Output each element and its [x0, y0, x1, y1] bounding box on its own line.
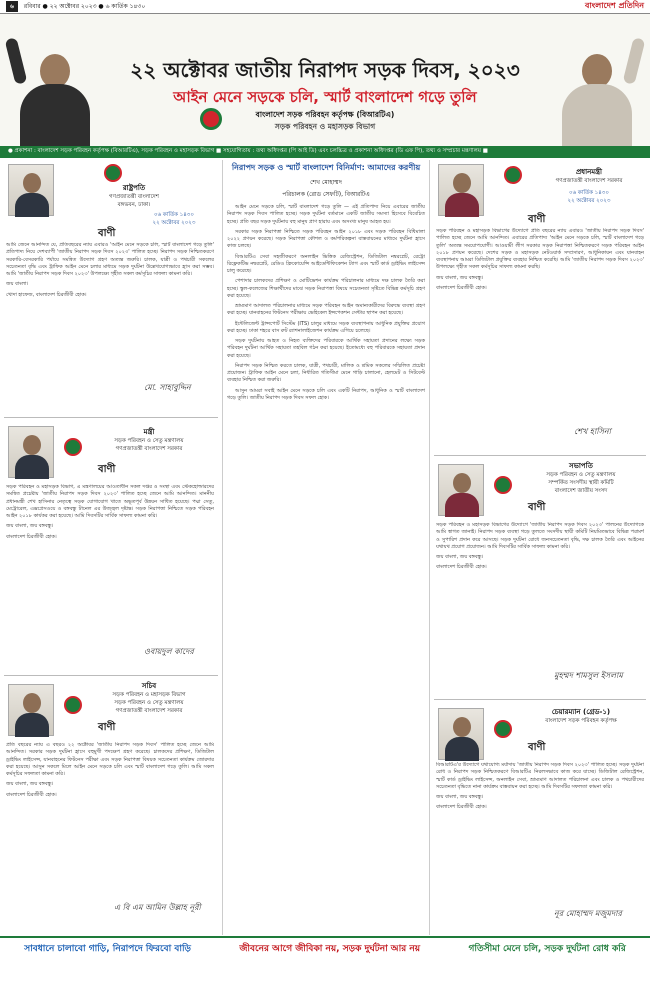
bani-label: বাণী	[98, 464, 116, 475]
president-photo	[8, 164, 54, 216]
bani-label: বাণী	[98, 722, 116, 733]
message-subtitle-2: গণপ্রজাতন্ত্রী বাংলাদেশ সরকার	[115, 446, 183, 452]
emblem-icon	[494, 476, 512, 494]
message-date-english: ২২ অক্টোবর ২০২৩	[152, 220, 196, 226]
article-paragraph: আইন মেনে সড়কে চলি, স্মার্ট বাংলাদেশ গড়ে তুলি — এই প্রতিপাদ্য নিয়ে এবারের জাতীয় নিরাপদ সড়ক দিবস পালিত হচ্ছে। সড়ক দুর্ঘটনা বর্তমানে একটি জাতীয় সমস্যা হিসেবে বিবেচিত হচ্ছে। প্রতি বছর সড়ক দুর্ঘটনায় বহু মানুষ প্রাণ হারায় এবং অসংখ্য মানুষ আহত হয়।	[227, 204, 425, 225]
message-pm	[434, 160, 646, 456]
message-body: সড়ক পরিবহন ও মহাসড়ক বিভাগের উদ্যোগে প্রতি বছরের ন্যায় এবারও 'জাতীয় নিরাপদ সড়ক দিবস' পালিত হচ্ছে জেনে আমি আনন্দিত। এবারের প্রতিপাদ্য 'আইন মেনে সড়কে চলি, স্মার্ট বাংলাদেশ গড়ে তুলি' অত্যন্ত সময়োপযোগী। আওয়ামী লীগ সরকার সড়ক নিরাপত্তা নিশ্চিতকরণে সড়ক পরিবহন আইন ২০১৮ প্রণয়ন করেছে। দেশের সড়ক ও মহাসড়ক নেটওয়ার্ক সম্প্রসারণ, আধুনিকায়ন এবং যানবাহন ব্যবস্থাপনায় আমরা ডিজিটাল প্রযুক্তির ব্যবহার নিশ্চিত করেছি। আমি 'জাতীয় নিরাপদ সড়ক দিবস ২০২৩' উপলক্ষ্যে গৃহীত সকল কর্মসূচির সাফল্য কামনা করছি। জয় বাংলা, জয় বঙ্গবন্ধু। বাংলাদেশ চিরজীবী হোক।	[436, 228, 644, 291]
message-title: চেয়ারম্যান (গ্রেড-১)	[551, 708, 611, 716]
column-center	[222, 160, 430, 935]
signature: নূর মোহাম্মদ মজুমদার	[554, 909, 622, 918]
signature: ওবায়দুল কাদের	[144, 647, 194, 656]
message-secretary	[4, 676, 218, 934]
emblem-icon	[64, 438, 82, 456]
message-minister	[4, 418, 218, 676]
deputy-photo	[438, 464, 484, 516]
signature: শেখ হাসিনা	[574, 427, 611, 436]
message-date-bangla: ০৬ কার্তিক ১৪৩০	[154, 212, 194, 218]
emblem-icon	[504, 166, 522, 184]
article-paragraph: পেশাদার চালকদের প্রশিক্ষণ ও মোটিভেশন কার্যক্রম পরিচালনার মাধ্যমে দক্ষ চালক তৈরি করা হচ্ছে। স্কুল-কলেজের শিক্ষার্থীদের মাঝে সড়ক নিরাপত্তা বিষয়ে সচেতনতা সৃষ্টিতে বিভিন্ন কর্মসূচি গ্রহণ করা হয়েছে।	[227, 278, 425, 299]
footer-slogans	[0, 936, 650, 958]
credit-bar: ● প্রকাশনা : বাংলাদেশ সড়ক পরিবহন কর্তৃপক্ষ (বিআরটিএ), সড়ক পরিবহন ও মহাসড়ক বিভাগ ■ সহযোগিতায় : তথ্য অধিদপ্তর (পি আই ডি) এবং চলচ্চিত্র ও প্রকাশনা অধিদপ্তর (ডি এফ পি), তথ্য ও সম্প্রচার মন্ত্রণালয় ■	[0, 146, 650, 158]
message-subtitle: সড়ক পরিবহন ও মহাসড়ক বিভাগ	[112, 692, 186, 698]
footer-slogan-3: গতিসীমা মেনে চলি, সড়ক দুর্ঘটনা রোধ করি	[468, 943, 626, 954]
message-title: সভাপতি	[569, 462, 593, 470]
article-paragraph: সরকার সড়ক নিরাপত্তা নিশ্চিতে সড়ক পরিবহন আইন ২০১৮ এবং সড়ক পরিবহন বিধিমালা ২০২২ প্রণয়ন করেছে। সড়ক নিরাপত্তা কৌশল ও কর্মপরিকল্পনা বাস্তবায়নের মাধ্যমে দুর্ঘটনা হ্রাসে কাজ চলছে।	[227, 228, 425, 250]
signature: এ বি এম আমিন উল্লাহ নূরী	[114, 903, 201, 912]
article-paragraph: ভ্রাম্যমাণ আদালত পরিচালনার মাধ্যমে সড়ক পরিবহন আইন অমান্যকারীদের বিরুদ্ধে ব্যবস্থা গ্রহণ করা হচ্ছে। যানবাহনের ফিটনেস পরীক্ষায় ভেহিকেল ইন্সপেকশন সেন্টার স্থাপন করা হয়েছে।	[227, 303, 425, 317]
message-subtitle-2: সড়ক পরিবহন ও সেতু মন্ত্রণালয়	[114, 700, 184, 706]
message-subtitle-3: বাংলাদেশ জাতীয় সংসদ	[554, 488, 608, 494]
message-body: প্রতি বছরের ন্যায় এ বছরও ২২ অক্টোবর 'জাতীয় নিরাপদ সড়ক দিবস' পালিত হচ্ছে জেনে আমি আনন্দিত। সরকার সড়ক দুর্ঘটনা হ্রাসে বহুমুখী পদক্ষেপ গ্রহণ করেছে। চালকদের প্রশিক্ষণ, ডিজিটাল ড্রাইভিং লাইসেন্স, যানবাহনের ফিটনেস পরীক্ষা এবং সড়ক নিরাপত্তা বিষয়ক সচেতনতা কার্যক্রম জোরদার করা হয়েছে। আসুন সকলে মিলে আইন মেনে সড়কে চলি এবং স্মার্ট বাংলাদেশ গড়ে তুলি। আমি সকল কর্মসূচির সফলতা কামনা করি। জয় বাংলা, জয় বঙ্গবন্ধু। বাংলাদেশ চিরজীবী হোক।	[6, 742, 214, 798]
page-number: ৬	[6, 1, 18, 12]
message-subtitle: সড়ক পরিবহন ও সেতু মন্ত্রণালয়	[114, 438, 184, 444]
article-byline: শেখ মোহাম্মদ	[310, 179, 342, 186]
message-subtitle: গণপ্রজাতন্ত্রী বাংলাদেশ	[109, 194, 159, 200]
message-subtitle: গণপ্রজাতন্ত্রী বাংলাদেশ সরকার	[555, 178, 623, 184]
minister-photo	[8, 426, 54, 478]
message-subtitle-3: গণপ্রজাতন্ত্রী বাংলাদেশ সরকার	[115, 708, 183, 714]
message-deputy	[434, 456, 646, 700]
chairman-photo	[438, 708, 484, 760]
column-left	[4, 160, 218, 935]
message-chairman	[434, 700, 646, 935]
portrait-left	[8, 34, 100, 146]
message-subtitle: সড়ক পরিবহন ও সেতু মন্ত্রণালয়	[546, 472, 616, 478]
article-title: নিরাপদ সড়ক ও স্মার্ট বাংলাদেশ বিনির্মাণ: আমাদের করণীয়	[231, 163, 421, 172]
message-title: মন্ত্রী	[143, 428, 155, 436]
footer-slogan-2: জীবনের আগে জীবিকা নয়, সড়ক দুর্ঘটনা আর নয়	[239, 943, 421, 954]
pm-photo	[438, 164, 484, 216]
article-body	[227, 204, 425, 402]
masthead: বাংলাদেশ প্রতিদিন	[585, 1, 644, 10]
message-body: সড়ক পরিবহন ও মহাসড়ক বিভাগ, এ মন্ত্রণালয়ের আওতাধীন সকল দপ্তর ও সংস্থা এবং স্টেকহোল্ডারদের সমন্বিত প্রচেষ্টায় 'জাতীয় নিরাপদ সড়ক দিবস ২০২৩' পালিত হচ্ছে জেনে আমি আনন্দিত। মাননীয় প্রধানমন্ত্রী শেখ হাসিনার নেতৃত্বে সড়ক যোগাযোগ খাতে অভূতপূর্ব উন্নয়ন সাধিত হয়েছে। পদ্মা সেতু, মেট্রোরেল, এক্সপ্রেসওয়ে ও বঙ্গবন্ধু টানেল এর উজ্জ্বল দৃষ্টান্ত। সড়ক নিরাপত্তা নিশ্চিতে সড়ক পরিবহন আইন ২০১৮ কার্যকর করা হয়েছে। আমি দিবসটির সার্বিক সাফল্য কামনা করি। জয় বাংলা, জয় বঙ্গবন্ধু। বাংলাদেশ চিরজীবী হোক।	[6, 484, 214, 540]
bani-label: বাণী	[528, 742, 546, 753]
message-president	[4, 160, 218, 418]
emblem-icon	[64, 696, 82, 714]
top-bar	[0, 0, 650, 14]
footer-slogan-1: সাবধানে চালাবো গাড়ি, নিরাপদে ফিরবো বাড়ি	[24, 943, 191, 954]
message-body: সড়ক পরিবহন ও মহাসড়ক বিভাগের উদ্যোগে 'জাতীয় নিরাপদ সড়ক দিবস ২০২৩' পালনের উদ্যোগকে আমি স্বাগত জানাই। নিরাপদ সড়ক ব্যবস্থা গড়ে তুলতে সংসদীয় স্থায়ী কমিটি নিয়মিতভাবে বিভিন্ন পরামর্শ ও সুপারিশ প্রদান করে আসছে। সড়ক দুর্ঘটনা রোধে জনসচেতনতা বৃদ্ধি, দক্ষ চালক তৈরি এবং আইনের যথাযথ প্রয়োগ প্রয়োজন। আমি দিবসটির সার্বিক সাফল্য কামনা করি। জয় বাংলা, জয় বঙ্গবন্ধু। বাংলাদেশ চিরজীবী হোক।	[436, 522, 644, 571]
issue-date: রবিবার ● ২২ অক্টোবর ২০২৩ ● ৬ কার্তিক ১৪৩০	[23, 3, 146, 10]
article-paragraph: বিআরটিএ সেবা সহজীকরণে অনলাইন ভিত্তিক রেজিস্ট্রেশন, ডিজিটাল নম্বরপ্লেট, রেট্রো রিফ্লেকটিভ নম্বরপ্লেট, রেডিও ফ্রিকোয়েন্সি আইডেন্টিফিকেশন ট্যাগ এবং স্মার্ট কার্ড ড্রাইভিং লাইসেন্স চালু করেছে।	[227, 253, 425, 274]
article-paragraph: নিরাপদ সড়ক নিশ্চিত করতে চালক, যাত্রী, পথচারী, মালিক ও শ্রমিক সকলের সম্মিলিত প্রচেষ্টা প্রয়োজন। ট্রাফিক আইন মেনে চলা, নির্ধারিত গতিসীমা মেনে গাড়ি চালানো, হেলমেট ও সিটবেল্ট ব্যবহার নিশ্চিত করা জরুরি।	[227, 362, 425, 384]
message-body: বিআরটিএ'র উদ্যোগে যথাযোগ্য মর্যাদায় 'জাতীয় নিরাপদ সড়ক দিবস ২০২৩' পালিত হচ্ছে। সড়ক দুর্ঘটনা রোধ ও নিরাপদ সড়ক নিশ্চিতকরণে বিআরটিএ নিরলসভাবে কাজ করে যাচ্ছে। ডিজিটাল রেজিস্ট্রেশন, স্মার্ট কার্ড ড্রাইভিং লাইসেন্স, অনলাইন সেবা, ভ্রাম্যমাণ আদালত পরিচালনা এবং চালক ও পথচারীদের সচেতনতা বৃদ্ধিতে নানা কার্যক্রম বাস্তবায়ন করা হচ্ছে। আমি দিবসটির সফলতা কামনা করি। জয় বাংলা, জয় বঙ্গবন্ধু। বাংলাদেশ চিরজীবী হোক।	[436, 762, 644, 811]
emblem-icon	[494, 720, 512, 738]
message-title: প্রধানমন্ত্রী	[575, 168, 603, 176]
message-subtitle: বাংলাদেশ সড়ক পরিবহন কর্তৃপক্ষ	[545, 718, 617, 724]
message-title: সচিব	[141, 682, 157, 690]
bottom-margin	[0, 958, 650, 984]
portrait-right	[550, 34, 642, 146]
article-byline-role: পরিচালক (রোড সেফটি), বিআরটিএ	[282, 191, 370, 198]
message-body: আমি জেনে আনন্দিত যে, প্রতিবছরের ন্যায় এবারও 'আইন মেনে সড়কে চলি, স্মার্ট বাংলাদেশ গড়ে তুলি' প্রতিপাদ্য নিয়ে দেশব্যাপী 'জাতীয় নিরাপদ সড়ক দিবস ২০২৩' পালিত হচ্ছে। নিরাপদ সড়ক নিশ্চিতকরণে সরকারি-বেসরকারি পর্যায়ে সমন্বিত উদ্যোগ গ্রহণ অত্যন্ত জরুরি। চালক, যাত্রী ও পথচারী সকলের সচেতনতা বৃদ্ধি এবং ট্রাফিক আইন মেনে চলার মাধ্যমে সড়ক দুর্ঘটনা উল্লেখযোগ্যভাবে হ্রাস করা সম্ভব। আমি 'জাতীয় নিরাপদ সড়ক দিবস ২০২৩' উপলক্ষ্যে গৃহীত সকল কর্মসূচির সাফল্য কামনা করি। জয় বাংলা। খোদা হাফেজ, বাংলাদেশ চিরজীবী হোক।	[6, 242, 214, 298]
column-right	[434, 160, 646, 935]
signature: মো. সাহাবুদ্দিন	[144, 383, 191, 392]
message-title: রাষ্ট্রপতি	[122, 184, 146, 192]
bani-label: বাণী	[528, 214, 546, 225]
signature: মুহম্মদ শামসুল ইসলাম	[554, 671, 623, 680]
article-paragraph: সড়ক দুর্ঘটনায় আহত ও নিহত ব্যক্তিদের পরিবারকে আর্থিক সহায়তা প্রদানের লক্ষ্যে সড়ক পরিবহন দুর্ঘটনা আর্থিক সহায়তা তহবিল গঠন করা হয়েছে। ইতোমধ্যে বহু পরিবারকে সহায়তা প্রদান করা হয়েছে।	[227, 338, 425, 359]
message-subtitle-2: সম্পর্কিত সংসদীয় স্থায়ী কমিটি	[548, 480, 614, 486]
message-subtitle-2: বঙ্গভবন, ঢাকা।	[117, 202, 151, 208]
banner-title: ২২ অক্টোবর জাতীয় নিরাপদ সড়ক দিবস, ২০২৩	[130, 58, 520, 82]
emblem-icon	[104, 164, 122, 182]
secretary-photo	[8, 684, 54, 736]
message-date-english: ২২ অক্টোবর ২০২৩	[567, 198, 611, 204]
banner-slogan: আইন মেনে সড়কে চলি, স্মার্ট বাংলাদেশ গড়ে তুলি	[173, 88, 477, 106]
banner-division: সড়ক পরিবহন ও মহাসড়ক বিভাগ	[274, 122, 376, 131]
bani-label: বাণী	[528, 502, 546, 513]
banner-org: বাংলাদেশ সড়ক পরিবহন কর্তৃপক্ষ (বিআরটিএ)	[255, 110, 395, 119]
article-paragraph: আসুন আমরা সবাই আইন মেনে সড়কে চলি এবং একটি নিরাপদ, আধুনিক ও স্মার্ট বাংলাদেশ গড়ে তুলি। জাতীয় নিরাপদ সড়ক দিবস সফল হোক।	[227, 387, 425, 401]
bani-label: বাণী	[98, 228, 116, 239]
article-paragraph: ইন্টেলিজেন্ট ট্রান্সপোর্ট সিস্টেম (ITS) চালুর মাধ্যমে সড়ক ব্যবস্থাপনায় আধুনিক প্রযুক্তির প্রয়োগ করা হচ্ছে। ঢাকা শহরে বাস রুট র‍্যাশনালাইজেশন কার্যক্রম এগিয়ে চলেছে।	[227, 320, 425, 334]
banner	[0, 14, 650, 146]
message-date-bangla: ০৬ কার্তিক ১৪৩০	[569, 190, 609, 196]
